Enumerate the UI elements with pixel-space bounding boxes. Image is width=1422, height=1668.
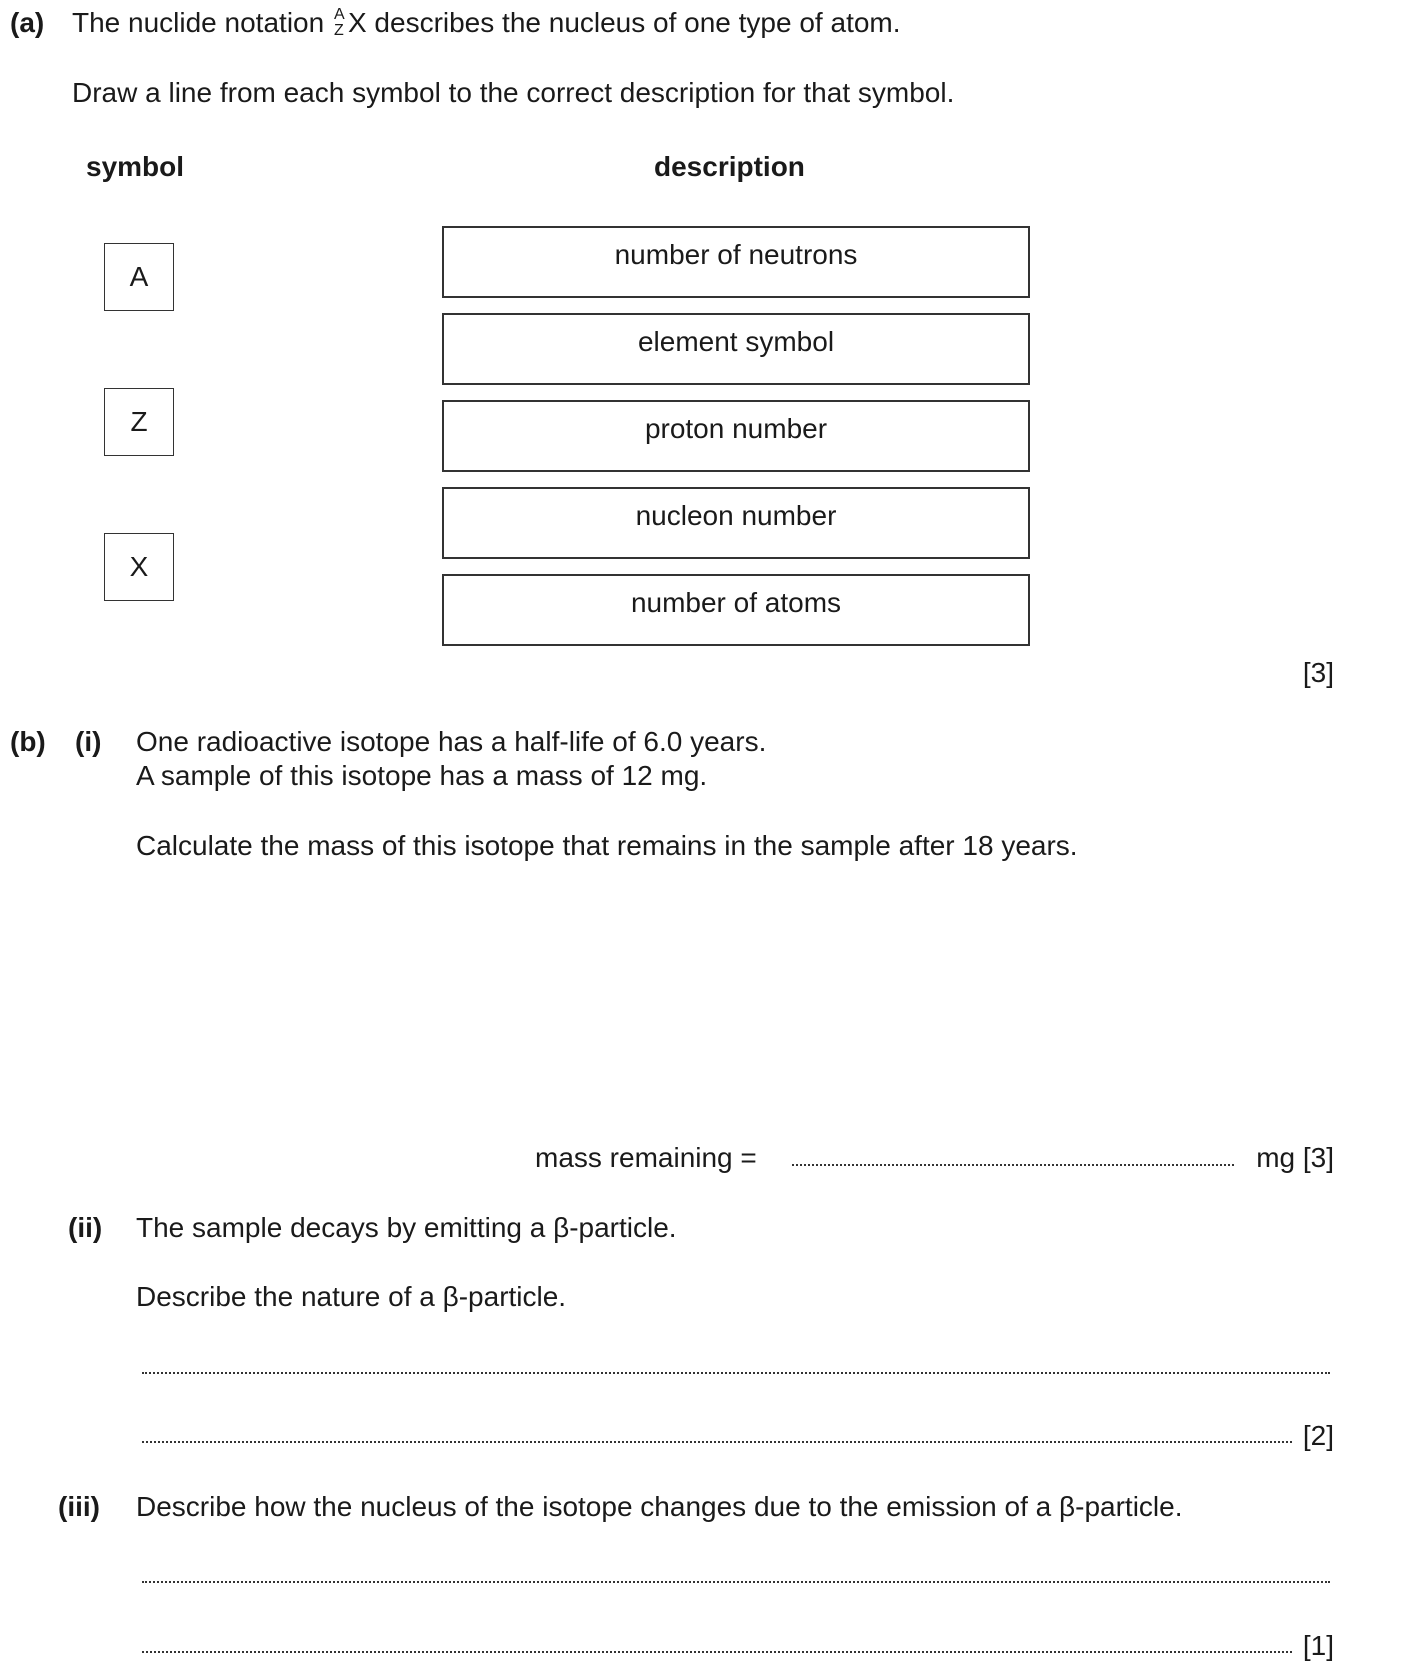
part-b-label: (b) [10, 726, 46, 757]
part-b-i-question: Calculate the mass of this isotope that remains in the sample after 18 years. [136, 830, 1078, 861]
part-b-ii-question: Describe the nature of a β-particle. [136, 1281, 567, 1312]
description-box-proton-number[interactable]: proton number [442, 400, 1030, 472]
symbol-box-z[interactable]: Z [104, 388, 174, 456]
part-b-ii-answer-line-2[interactable] [142, 1441, 1292, 1443]
description-box-element-symbol[interactable]: element symbol [442, 313, 1030, 385]
part-b-iii-answer-line-2[interactable] [142, 1651, 1292, 1653]
intro-after: X describes the nucleus of one type of atom. [347, 7, 901, 38]
nuclide-superscript: A [333, 6, 345, 23]
part-b-ii-answer-line-1[interactable] [142, 1372, 1330, 1374]
part-b-i-line2: A sample of this isotope has a mass of 12 mg. [136, 760, 708, 791]
intro-before: The nuclide notation [72, 7, 325, 38]
part-a-instruction: Draw a line from each symbol to the correct description for that symbol. [72, 77, 955, 108]
part-b-ii-label: (ii) [68, 1212, 103, 1243]
part-b-ii-line1: The sample decays by emitting a β-particle. [136, 1212, 677, 1243]
part-a-label: (a) [10, 7, 45, 38]
part-b-iii-question: Describe how the nucleus of the isotope changes due to the emission of a β-particle. [136, 1491, 1183, 1522]
mass-remaining-answer-line[interactable] [792, 1164, 1234, 1166]
symbol-box-x[interactable]: X [104, 533, 174, 601]
description-header: description [654, 151, 805, 182]
description-box-neutrons[interactable]: number of neutrons [442, 226, 1030, 298]
part-b-i-label: (i) [75, 726, 102, 757]
symbol-box-a[interactable]: A [104, 243, 174, 311]
nuclide-notation [332, 6, 348, 40]
part-b-ii-marks: [2] [1302, 1420, 1334, 1451]
mass-remaining-unit: mg [3] [1256, 1142, 1334, 1173]
part-b-i-line1: One radioactive isotope has a half-life of 6.0 years. [136, 726, 767, 757]
part-a-marks: [3] [1302, 657, 1334, 688]
mass-remaining-label: mass remaining = [535, 1142, 757, 1173]
part-b-iii-answer-line-1[interactable] [142, 1581, 1330, 1583]
nuclide-subscript: Z [333, 22, 344, 39]
description-box-atoms[interactable]: number of atoms [442, 574, 1030, 646]
part-a-intro [72, 6, 901, 40]
description-box-nucleon-number[interactable]: nucleon number [442, 487, 1030, 559]
part-b-iii-label: (iii) [58, 1491, 100, 1522]
part-b-iii-marks: [1] [1302, 1630, 1334, 1661]
symbol-header: symbol [86, 151, 185, 182]
